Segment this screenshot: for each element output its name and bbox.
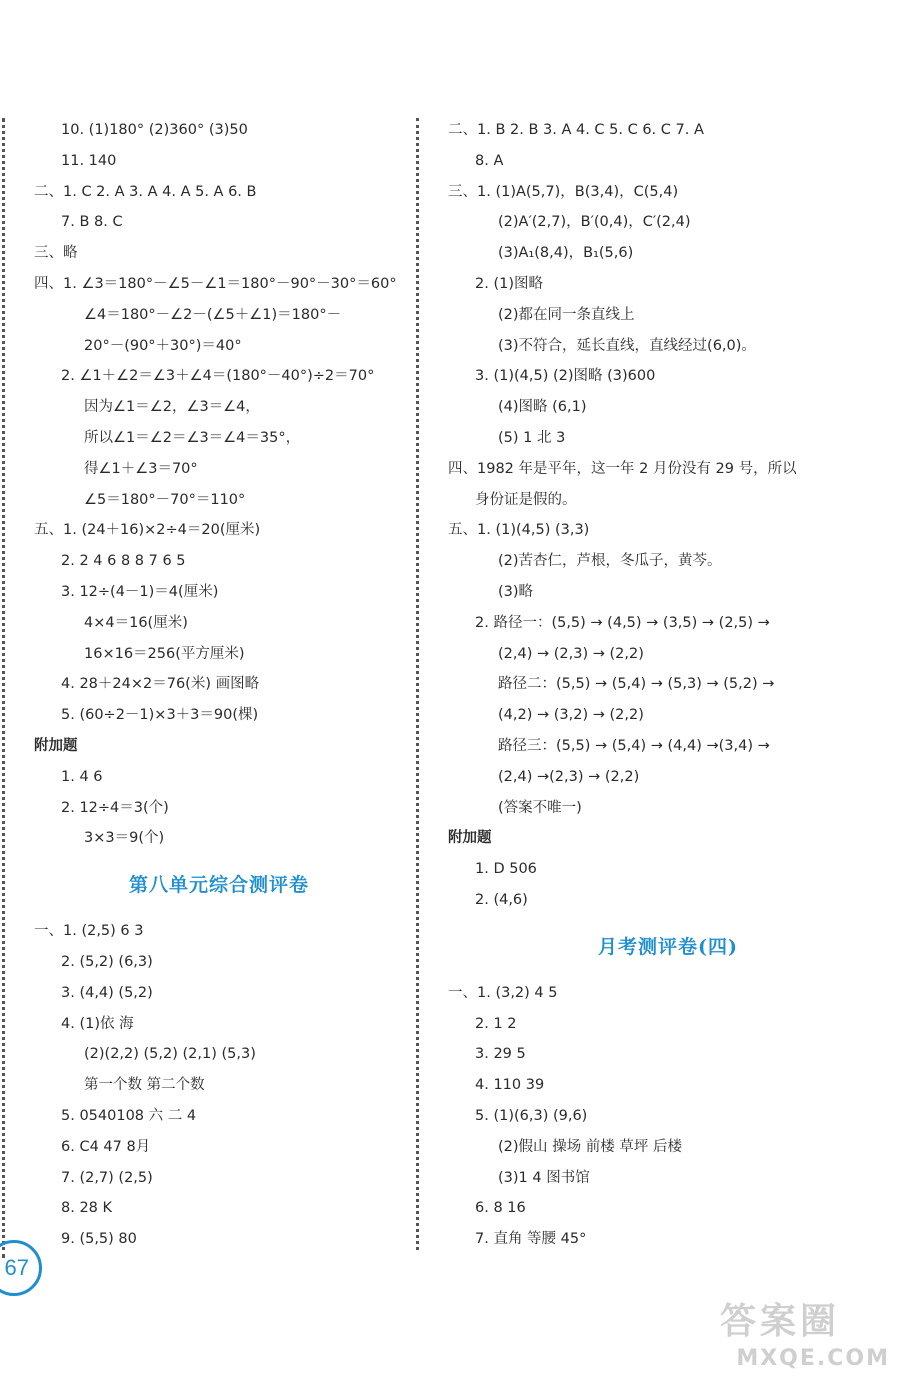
answer-line: (3)不符合，延长直线，直线经过(6,0)。 (498, 337, 756, 354)
answer-line: (2)假山 操场 前楼 草坪 后楼 (498, 1138, 682, 1155)
answer-line: 一、1. (3,2) 4 5 (448, 984, 558, 1001)
answer-line: (4,2) → (3,2) → (2,2) (498, 707, 644, 724)
answer-line: 7. B 8. C (61, 214, 123, 231)
answer-line: 4×4＝16(厘米) (84, 614, 188, 631)
answer-line: 3. (1)(4,5) (2)图略 (3)600 (475, 368, 656, 385)
answer-line: 所以∠1＝∠2＝∠3＝∠4＝35°， (84, 429, 301, 446)
answer-line: 第一个数 第二个数 (84, 1077, 205, 1094)
answer-line: 1. D 506 (475, 861, 537, 878)
answer-line: 2. (4,6) (475, 891, 528, 908)
answer-line: (2)都在同一条直线上 (498, 306, 635, 323)
answer-line: 身份证是假的。 (475, 491, 577, 508)
answer-line: 2. (1)图略 (475, 275, 543, 292)
answer-line: 一、1. (2,5) 6 3 (34, 923, 144, 940)
answer-line: 路径二：(5,5) → (5,4) → (5,3) → (5,2) → (498, 676, 775, 693)
answer-line: 二、1. C 2. A 3. A 4. A 5. A 6. B (34, 183, 257, 200)
answer-line: 5. (60÷2－1)×3＋3＝90(棵) (61, 707, 259, 724)
answer-line: (4)图略 (6,1) (498, 399, 587, 416)
answer-line: 4. 28＋24×2＝76(米) 画图略 (61, 676, 260, 693)
answer-line: 附加题 (34, 737, 78, 754)
answer-line: ∠5＝180°－70°＝110° (84, 491, 246, 508)
page-number: 67 (4, 1255, 29, 1280)
answer-line: (3)A₁(8,4)，B₁(5,6) (498, 245, 634, 262)
answer-line: (5) 1 北 3 (498, 429, 566, 446)
center-dotted-divider (416, 118, 419, 1250)
answer-line: 11. 140 (61, 152, 117, 169)
answer-line: 9. (5,5) 80 (61, 1231, 137, 1248)
answer-line: 得∠1＋∠3＝70° (84, 460, 198, 477)
answer-line: (3)略 (498, 583, 534, 600)
answer-line: 8. A (475, 152, 504, 169)
answer-line: (2,4) →(2,3) → (2,2) (498, 768, 640, 785)
answer-line: 路径三：(5,5) → (5,4) → (4,4) →(3,4) → (498, 737, 770, 754)
left-dotted-border (2, 118, 5, 1258)
answer-line: 10. (1)180° (2)360° (3)50 (61, 122, 248, 138)
watermark-logo-text: 答案圈 (720, 1301, 841, 1342)
answer-line: 8. 28 K (61, 1200, 113, 1217)
answer-line: 2. 1 2 (475, 1015, 517, 1032)
answer-line: 3×3＝9(个) (84, 830, 165, 847)
answer-line: ∠4＝180°－∠2－(∠5＋∠1)＝180°－ (84, 306, 342, 323)
section-title: 第八单元综合测评卷 (128, 874, 309, 897)
answer-line: (2)A′(2,7)，B′(0,4)，C′(2,4) (498, 214, 691, 231)
answer-line: 三、略 (34, 245, 78, 262)
answer-line: 2. 2 4 6 8 8 7 6 5 (61, 553, 186, 570)
answer-line: 2. (5,2) (6,3) (61, 953, 153, 970)
answer-line: (2)(2,2) (5,2) (2,1) (5,3) (84, 1046, 256, 1063)
answer-line: 三、1. (1)A(5,7)，B(3,4)，C(5,4) (448, 183, 679, 200)
answer-line: 5. (1)(6,3) (9,6) (475, 1107, 588, 1124)
watermark (720, 1300, 890, 1380)
answer-line: 四、1. ∠3＝180°－∠5－∠1＝180°－90°－30°＝60° (34, 275, 397, 292)
answer-line: 6. 8 16 (475, 1200, 526, 1217)
answer-line: 3. 12÷(4－1)＝4(厘米) (61, 583, 219, 600)
answer-line: 7. (2,7) (2,5) (61, 1169, 153, 1186)
answer-line: 二、1. B 2. B 3. A 4. C 5. C 6. C 7. A (448, 122, 704, 138)
answer-line: 2. ∠1＋∠2＝∠3＋∠4＝(180°－40°)÷2＝70° (61, 368, 375, 385)
answer-line: (2,4) → (2,3) → (2,2) (498, 645, 644, 662)
answer-line: 五、1. (1)(4,5) (3,3) (448, 522, 590, 539)
answer-line: 2. 12÷4＝3(个) (61, 799, 169, 816)
left-answer-column (34, 115, 404, 1255)
answer-line: 3. 29 5 (475, 1046, 526, 1063)
answer-line: 五、1. (24＋16)×2÷4＝20(厘米) (34, 522, 261, 539)
answer-line: 5. 0540108 六 二 4 (61, 1107, 197, 1124)
answer-line: 1. 4 6 (61, 768, 103, 785)
answer-line: (答案不唯一) (498, 799, 582, 816)
section-title: 月考测评卷(四) (598, 935, 738, 958)
answer-line: 3. (4,4) (5,2) (61, 984, 153, 1001)
answer-line: 2. 路径一：(5,5) → (4,5) → (3,5) → (2,5) → (475, 614, 770, 631)
right-answer-column (448, 115, 888, 1255)
answer-line: 4. (1)依 海 (61, 1015, 134, 1032)
answer-line: (3)1 4 图书馆 (498, 1169, 590, 1186)
answer-line: 4. 110 39 (475, 1077, 545, 1094)
answer-line: 16×16＝256(平方厘米) (84, 645, 245, 662)
answer-line: 20°－(90°＋30°)＝40° (84, 337, 242, 354)
answer-line: 6. C4 47 8月 (61, 1138, 151, 1155)
watermark-url: MXQE.COM (736, 1346, 890, 1371)
answer-line: (2)苦杏仁，芦根，冬瓜子，黄芩。 (498, 553, 722, 570)
answer-line: 7. 直角 等腰 45° (475, 1231, 587, 1248)
answer-line: 因为∠1＝∠2，∠3＝∠4， (84, 399, 260, 416)
answer-line: 四、1982 年是平年，这一年 2 月份没有 29 号，所以 (448, 460, 797, 477)
answer-line: 附加题 (448, 830, 492, 847)
